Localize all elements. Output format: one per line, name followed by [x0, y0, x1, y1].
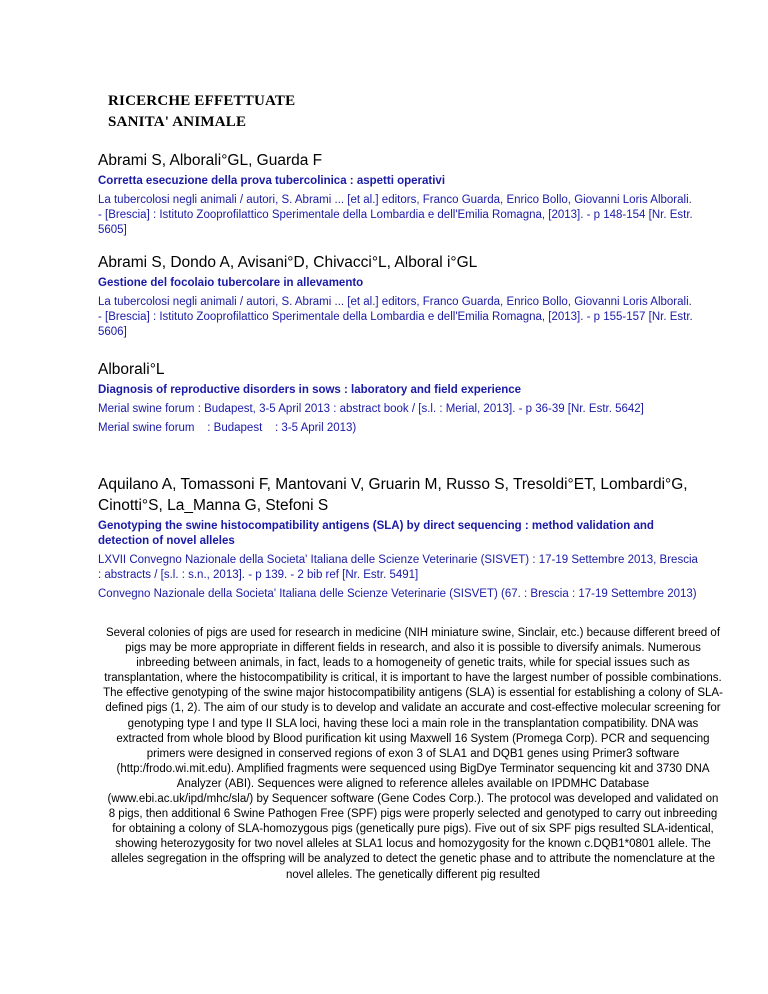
entry-conference: Convegno Nazionale della Societa' Italiana delle Scienze Veterinarie (SISVET) (67. : Brescia : 17-19 Settembre 2013) [98, 588, 697, 600]
section-heading: RICERCHE EFFETTUATE [108, 93, 296, 109]
bibliography-entry [98, 474, 698, 602]
entry-title: Diagnosis of reproductive disorders in sows : laboratory and field experience [98, 384, 522, 396]
entry-citation: LXVII Convegno Nazionale della Societa' Italiana delle Scienze Veterinarie (SISVET) : 17-19 Settembre 2013, Brescia : abstracts / [s.l. : s.n., 2013]. - p 139. - 2 bib ref [Nr. Estr. 5491] [98, 554, 698, 581]
entry-conference: Merial swine forum : Budapest : 3-5 April 2013) [98, 422, 357, 434]
entry-title: Gestione del focolaio tubercolare in allevamento [98, 277, 364, 289]
bibliography-entry [98, 150, 698, 238]
entry-title: Corretta esecuzione della prova tubercolinica : aspetti operativi [98, 175, 446, 187]
entry-authors: Alborali°L [98, 361, 165, 378]
entry-citation: Merial swine forum : Budapest, 3-5 April 2013 : abstract book / [s.l. : Merial, 2013]. - p 36-39 [Nr. Estr. 5642] [98, 403, 644, 415]
entry-authors: Abrami S, Dondo A, Avisani°D, Chivacci°L, Alboral i°GL [98, 254, 478, 271]
entry-authors: Abrami S, Alborali°GL, Guarda F [98, 152, 323, 169]
entry-title: Genotyping the swine histocompatibility antigens (SLA) by direct sequencing : method validation and detection of novel alleles [98, 520, 654, 547]
bibliography-entry [98, 359, 698, 436]
entry-authors: Aquilano A, Tomassoni F, Mantovani V, Gruarin M, Russo S, Tresoldi°ET, Lombardi°G, Cinotti°S, La_Manna G, Stefoni S [98, 476, 688, 514]
entry-citation: La tubercolosi negli animali / autori, S. Abrami ... [et al.] editors, Franco Guarda, Enrico Bollo, Giovanni Loris Alborali. - [Brescia] : Istituto Zooprofilattico Sperimentale della Lombardia e dell'Emilia Romagna, [2013]. - p 148-154 [Nr. Estr. 5605] [98, 194, 693, 236]
entry-citation: La tubercolosi negli animali / autori, S. Abrami ... [et al.] editors, Franco Guarda, Enrico Bollo, Giovanni Loris Alborali. - [Brescia] : Istituto Zooprofilattico Sperimentale della Lombardia e dell'Emilia Romagna, [2013]. - p 155-157 [Nr. Estr. 5606] [98, 296, 693, 338]
section-subheading: SANITA' ANIMALE [108, 114, 247, 130]
abstract-text: Several colonies of pigs are used for research in medicine (NIH miniature swine, Sinclair, etc.) because different breed of pigs may be more appropriate in different fields in research, and also it is possible to diversify animals. Numerous inbreeding between animals, in fact, leads to a homogeneity of genetic traits, while for special issues such as transplantation, where the histocompatibility is critical, it is important to have the largest number of possible combinations. The effective genotyping of the swine major histocompatibility antigens (SLA) is essential for establishing a colony of SLA-defined pigs (1, 2). The aim of our study is to develop and validate an accurate and cost-effective molecular screening for genotyping type I and type II SLA loci, having these loci a main role in the transplantation compatibility. DNA was extracted from whole blood by Blood purification kit using Maxwell 16 System (Promega Corp). PCR and sequencing primers were designed in conserved regions of exon 3 of SLA1 and DQB1 genes using Primer3 software (http:/frodo.wi.mit.edu). Amplified fragments were sequenced using BigDye Terminator sequencing kit and 3730 DNA Analyzer (ABI). Sequences were aligned to reference alleles available on IPDMHC Database (www.ebi.ac.uk/ipd/mhc/sla/) by Sequencer software (Gene Codes Corp.). The protocol was developed and validated on 8 pigs, then additional 6 Swine Pathogen Free (SPF) pigs were properly selected and genotyped to carry out inbreeding for obtaining a colony of SLA-homozygous pigs (genetically pure pigs). Five out of six SPF pigs resulted SLA-identical, showing heterozygosity for two novel alleles at SLA1 locus and homozygosity for the known c.DQB1*0801 allele. The alleles segregation in the offspring will be analyzed to detect the genetic phase and to attribute the nomenclature at the novel alleles. The genetically different pig resulted [103, 627, 723, 881]
bibliography-entry [98, 252, 698, 340]
